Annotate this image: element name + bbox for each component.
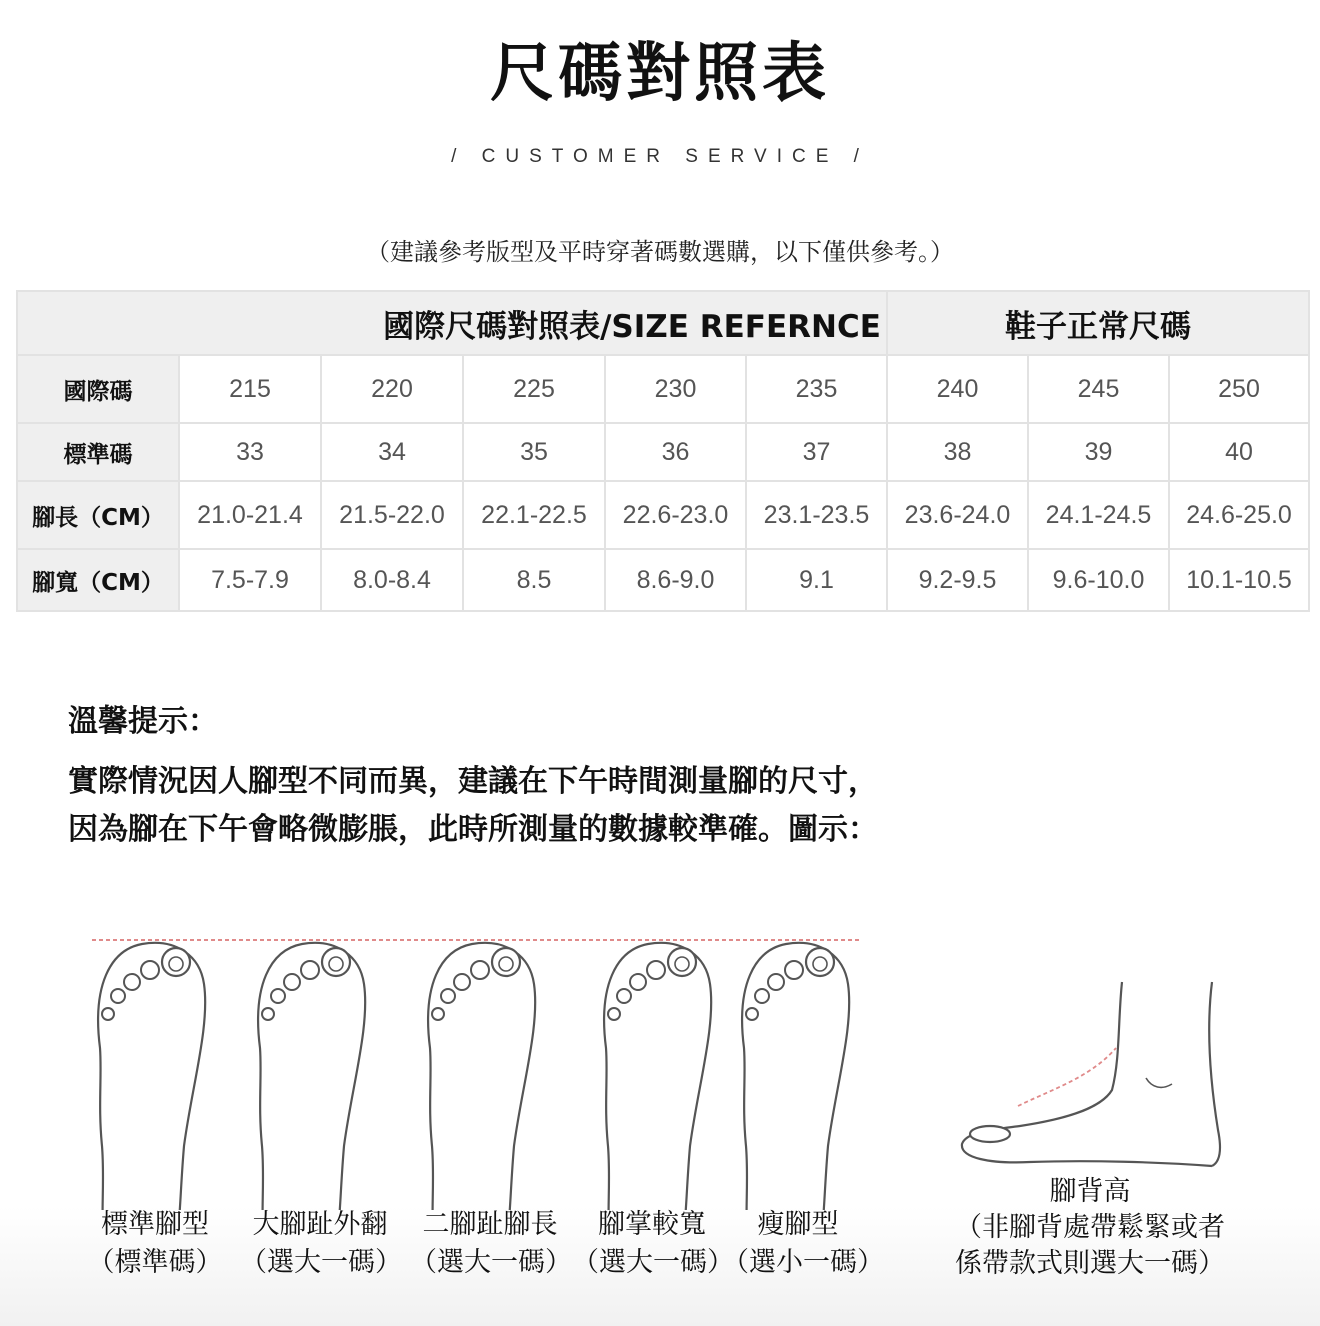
- foot-long-second-toe-icon: [428, 943, 535, 1210]
- foot-bunion-icon: [258, 943, 365, 1210]
- table-cell: 35: [463, 423, 605, 481]
- caption-name: 大腳趾外翻: [252, 1209, 388, 1240]
- table-title-text: 國際尺碼對照表/SIZE REFERNCE: [383, 308, 881, 345]
- table-header-row: [17, 291, 1309, 355]
- foot-high-instep-icon: [962, 982, 1220, 1166]
- table-cell: 33: [179, 423, 321, 481]
- row-label: 標準碼: [17, 423, 179, 481]
- caption-advice: 係帶款式則選大一碼）: [955, 1248, 1225, 1279]
- foot-illustrations: [0, 900, 1320, 1210]
- table-cell: 8.5: [463, 549, 605, 611]
- caption-standard: [80, 1206, 230, 1282]
- caption-advice: （標準碼）: [87, 1247, 223, 1278]
- table-cell: 37: [746, 423, 887, 481]
- caption-name: 瘦腳型: [757, 1209, 839, 1240]
- page-subtitle: / CUSTOMER SERVICE /: [451, 146, 869, 167]
- table-cell: 225: [463, 355, 605, 423]
- tips-body: [68, 758, 1268, 854]
- table-cell: 22.1-22.5: [463, 481, 605, 549]
- row-label: 國際碼: [17, 355, 179, 423]
- table-cell: 24.1-24.5: [1028, 481, 1169, 549]
- table-cell: 23.1-23.5: [746, 481, 887, 549]
- caption-bunion: [240, 1206, 400, 1282]
- table-cell: 24.6-25.0: [1169, 481, 1309, 549]
- caption-name: 腳掌較寬: [598, 1209, 706, 1240]
- caption-advice: （非腳背處帶鬆緊或者: [955, 1212, 1225, 1243]
- caption-slim: [722, 1206, 884, 1282]
- table-cell: 23.6-24.0: [887, 481, 1028, 549]
- caption-advice: （選大一碼）: [572, 1247, 734, 1278]
- table-row: [17, 355, 1309, 423]
- table-cell: 245: [1028, 355, 1169, 423]
- table-cell: 34: [321, 423, 463, 481]
- table-cell: 21.0-21.4: [179, 481, 321, 549]
- page-title: 尺碼對照表: [490, 37, 830, 111]
- caption-high-instep: [940, 1174, 1240, 1282]
- table-cell: 36: [605, 423, 746, 481]
- foot-standard-icon: [98, 943, 205, 1210]
- caption-wide: [572, 1206, 732, 1282]
- row-label: 腳寬（CM）: [17, 549, 179, 611]
- table-cell: 8.0-8.4: [321, 549, 463, 611]
- caption-name: 二腳趾腳長: [422, 1209, 558, 1240]
- table-row: [17, 549, 1309, 611]
- foot-wide-icon: [604, 943, 711, 1210]
- tips-line: 因為腳在下午會略微膨脹，此時所測量的數據較準確。圖示：: [68, 812, 878, 847]
- table-cell: 9.2-9.5: [887, 549, 1028, 611]
- tips-line: 實際情況因人腳型不同而異，建議在下午時間測量腳的尺寸，: [68, 764, 878, 799]
- table-cell: 10.1-10.5: [1169, 549, 1309, 611]
- reference-note: （建議參考版型及平時穿著碼數選購，以下僅供參考。）: [366, 238, 954, 266]
- size-table: [16, 290, 1310, 612]
- caption-advice: （選大一碼）: [410, 1247, 572, 1278]
- table-cell: 40: [1169, 423, 1309, 481]
- table-cell: 250: [1169, 355, 1309, 423]
- caption-name: 標準腳型: [101, 1209, 209, 1240]
- caption-long-second-toe: [410, 1206, 570, 1282]
- table-cell: 215: [179, 355, 321, 423]
- table-cell: 39: [1028, 423, 1169, 481]
- row-label: 腳長（CM）: [17, 481, 179, 549]
- table-cell: 220: [321, 355, 463, 423]
- table-cell: 235: [746, 355, 887, 423]
- table-row: [17, 423, 1309, 481]
- caption-advice: （選大一碼）: [240, 1247, 402, 1278]
- table-side-title: 鞋子正常尺碼: [887, 291, 1309, 355]
- table-row: [17, 481, 1309, 549]
- caption-name: 腳背高: [1049, 1176, 1131, 1207]
- tips-heading: 溫馨提示：: [68, 704, 218, 739]
- table-cell: 22.6-23.0: [605, 481, 746, 549]
- table-title: [17, 291, 887, 355]
- table-cell: 9.6-10.0: [1028, 549, 1169, 611]
- table-cell: 21.5-22.0: [321, 481, 463, 549]
- foot-slim-icon: [742, 943, 849, 1210]
- table-cell: 8.6-9.0: [605, 549, 746, 611]
- table-cell: 230: [605, 355, 746, 423]
- table-cell: 38: [887, 423, 1028, 481]
- table-cell: 9.1: [746, 549, 887, 611]
- table-cell: 7.5-7.9: [179, 549, 321, 611]
- table-cell: 240: [887, 355, 1028, 423]
- caption-advice: （選小一碼）: [722, 1247, 884, 1278]
